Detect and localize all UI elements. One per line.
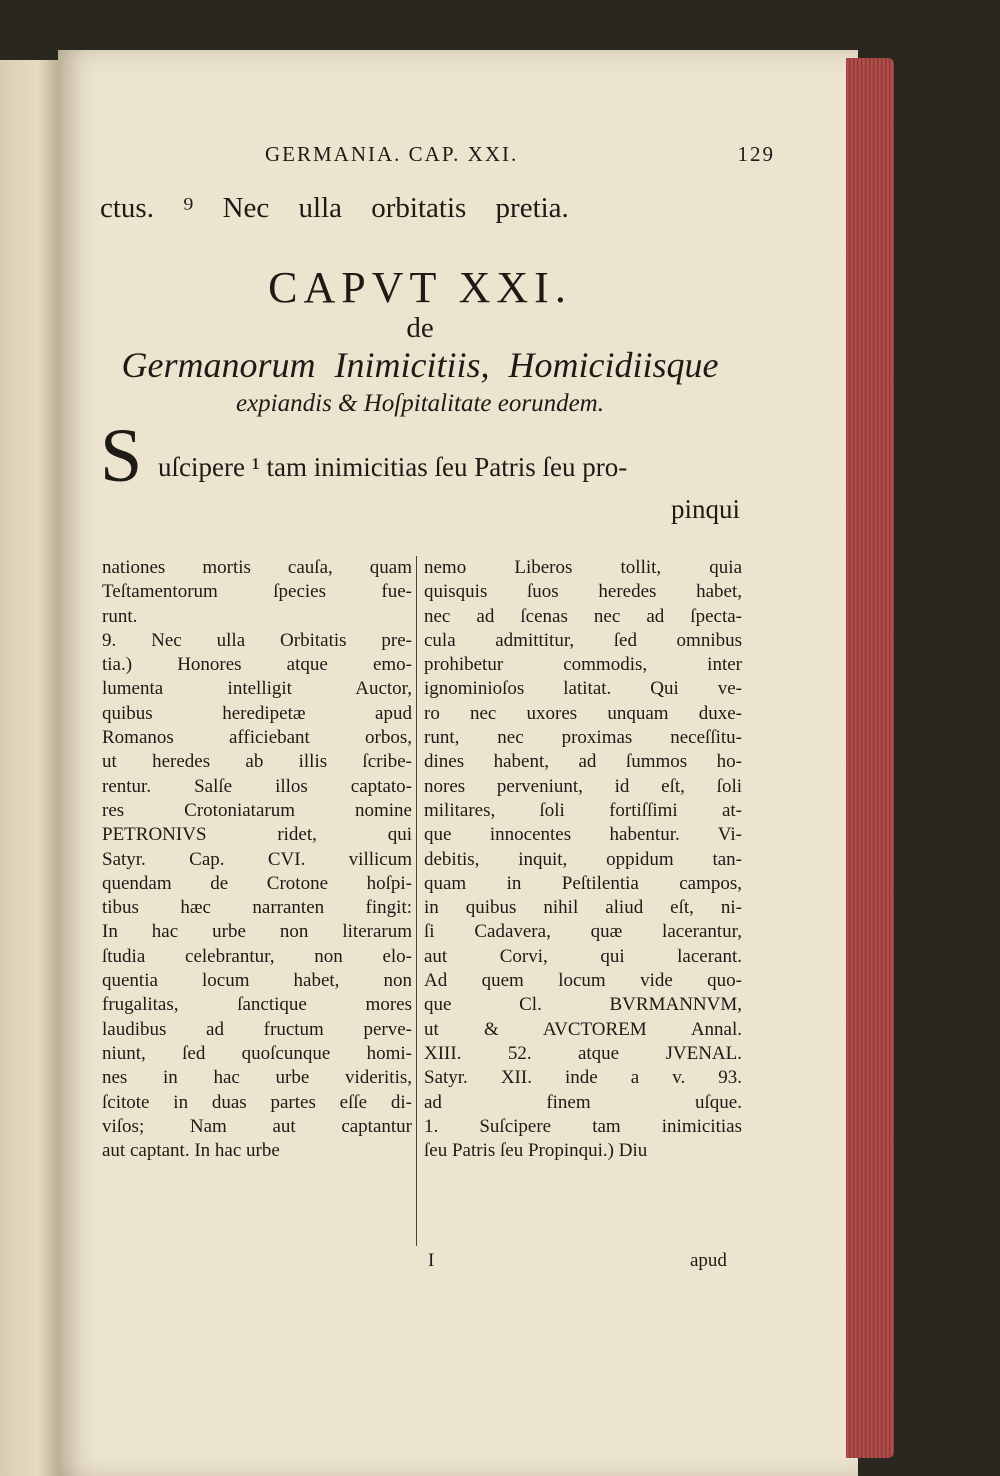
text-line: ſtudia celebrantur, non elo- bbox=[102, 945, 412, 967]
text-line: nemo Liberos tollit, quia bbox=[424, 557, 742, 578]
text-line: quendam de Crotone hoſpi- bbox=[102, 872, 412, 894]
text-line: laudibus ad fructum perve- bbox=[102, 1018, 412, 1040]
text-line: lumenta intelligit Auctor, bbox=[102, 678, 412, 700]
page-number: 129 bbox=[737, 142, 775, 166]
text-line: dines habent, ad ſummos ho- bbox=[424, 751, 742, 773]
text-line: ut heredes ab illis ſcribe- bbox=[102, 751, 412, 773]
text-line: ad finem uſque. bbox=[424, 1091, 742, 1113]
facing-page-edge bbox=[0, 60, 62, 1476]
text-line: In hac urbe non literarum bbox=[102, 921, 412, 943]
text-line: aut captant. In hac urbe bbox=[102, 1140, 280, 1162]
text-line: nec ad ſcenas nec ad ſpecta- bbox=[424, 605, 742, 627]
chapter-heading: CAPVT XXI. bbox=[268, 263, 572, 312]
text-line: 1. Suſcipere tam inimicitias bbox=[424, 1115, 742, 1137]
text-line: debitis, inquit, oppidum tan- bbox=[424, 848, 742, 870]
text-line: ro nec uxores unquam duxe- bbox=[424, 702, 742, 724]
text-line: cula admittitur, ſed omnibus bbox=[424, 629, 742, 651]
text-line: quisquis ſuos heredes habet, bbox=[424, 581, 742, 603]
text-line: Satyr. XII. inde a v. 93. bbox=[424, 1067, 742, 1089]
text-line: ſeu Patris ſeu Propinqui.) Diu bbox=[424, 1140, 648, 1162]
text-line: nationes mortis cauſa, quam bbox=[102, 557, 412, 578]
text-line: runt. bbox=[102, 605, 138, 627]
text-line: que Cl. BVRMANNVM, bbox=[424, 994, 742, 1016]
text-line: XIII. 52. atque JVENAL. bbox=[424, 1042, 742, 1064]
text-line: rentur. Salſe illos captato- bbox=[102, 775, 412, 797]
text-line: quibus heredipetæ apud bbox=[102, 702, 412, 724]
text-line: quam in Peſtilentia campos, bbox=[424, 872, 742, 894]
text-line: tibus hæc narranten fingit: bbox=[102, 897, 412, 919]
text-line: Satyr. Cap. CVI. villicum bbox=[102, 848, 412, 870]
text-line: in quibus nihil aliud eſt, ni- bbox=[424, 897, 742, 919]
chapter-heading-de: de bbox=[406, 312, 434, 344]
drop-capital: S bbox=[100, 414, 143, 498]
text-line: militares, ſoli fortiſſimi at- bbox=[424, 799, 742, 821]
text-line: res Crotoniatarum nomine bbox=[102, 799, 412, 821]
opening-line: uſcipere ¹ tam inimicitias ſeu Patris ſeu pro- bbox=[158, 452, 628, 482]
text-line: 9. Nec ulla Orbitatis pre- bbox=[102, 629, 412, 651]
red-page-edges bbox=[846, 58, 894, 1458]
commentary-right-column bbox=[424, 556, 742, 1163]
text-line: prohibetur commodis, inter bbox=[424, 654, 742, 676]
column-divider bbox=[416, 556, 417, 1246]
chapter-subtitle-line2: expiandis & Hoſpitalitate eorundem. bbox=[235, 390, 604, 417]
text-line: ut & AVCTOREM Annal. bbox=[424, 1018, 742, 1040]
running-head bbox=[265, 142, 775, 172]
text-line: ſi Cadavera, quæ lacerantur, bbox=[424, 921, 742, 943]
text-line: ignominioſos latitat. Qui ve- bbox=[424, 678, 742, 700]
text-line: nores perveniunt, id eſt, ſoli bbox=[424, 775, 742, 797]
catchword: apud bbox=[690, 1250, 727, 1271]
text-line: runt, nec proximas neceſſitu- bbox=[424, 727, 742, 749]
text-line: tia.) Honores atque emo- bbox=[102, 654, 412, 676]
text-line: Romanos afficiebant orbos, bbox=[102, 727, 412, 749]
carryover-line: ctus. ⁹ Nec ulla orbitatis pretia. bbox=[100, 192, 569, 224]
text-line: niunt, ſed quoſcunque homi- bbox=[102, 1042, 412, 1064]
text-line: frugalitas, ſanctique mores bbox=[102, 994, 412, 1016]
commentary-left-column bbox=[102, 556, 412, 1163]
text-line: nes in hac urbe videritis, bbox=[102, 1067, 412, 1089]
opening-line-continuation: pinqui bbox=[670, 494, 740, 524]
text-line: Teſtamentorum ſpecies fue- bbox=[102, 581, 412, 603]
text-line: quentia locum habet, non bbox=[102, 970, 412, 992]
text-line: ſcitote in duas partes eſſe di- bbox=[102, 1091, 412, 1113]
text-line: que innocentes habentur. Vi- bbox=[424, 824, 742, 846]
text-line: viſos; Nam aut captantur bbox=[102, 1115, 412, 1137]
running-head-title: GERMANIA. CAP. XXI. bbox=[265, 142, 519, 166]
signature-mark: I bbox=[428, 1250, 435, 1271]
text-line: aut Corvi, qui lacerant. bbox=[424, 945, 742, 967]
chapter-subtitle-line1: Germanorum Inimicitiis, Homicidiisque bbox=[121, 345, 719, 385]
text-line: PETRONIVS ridet, qui bbox=[102, 824, 412, 846]
text-line: Ad quem locum vide quo- bbox=[424, 970, 742, 992]
